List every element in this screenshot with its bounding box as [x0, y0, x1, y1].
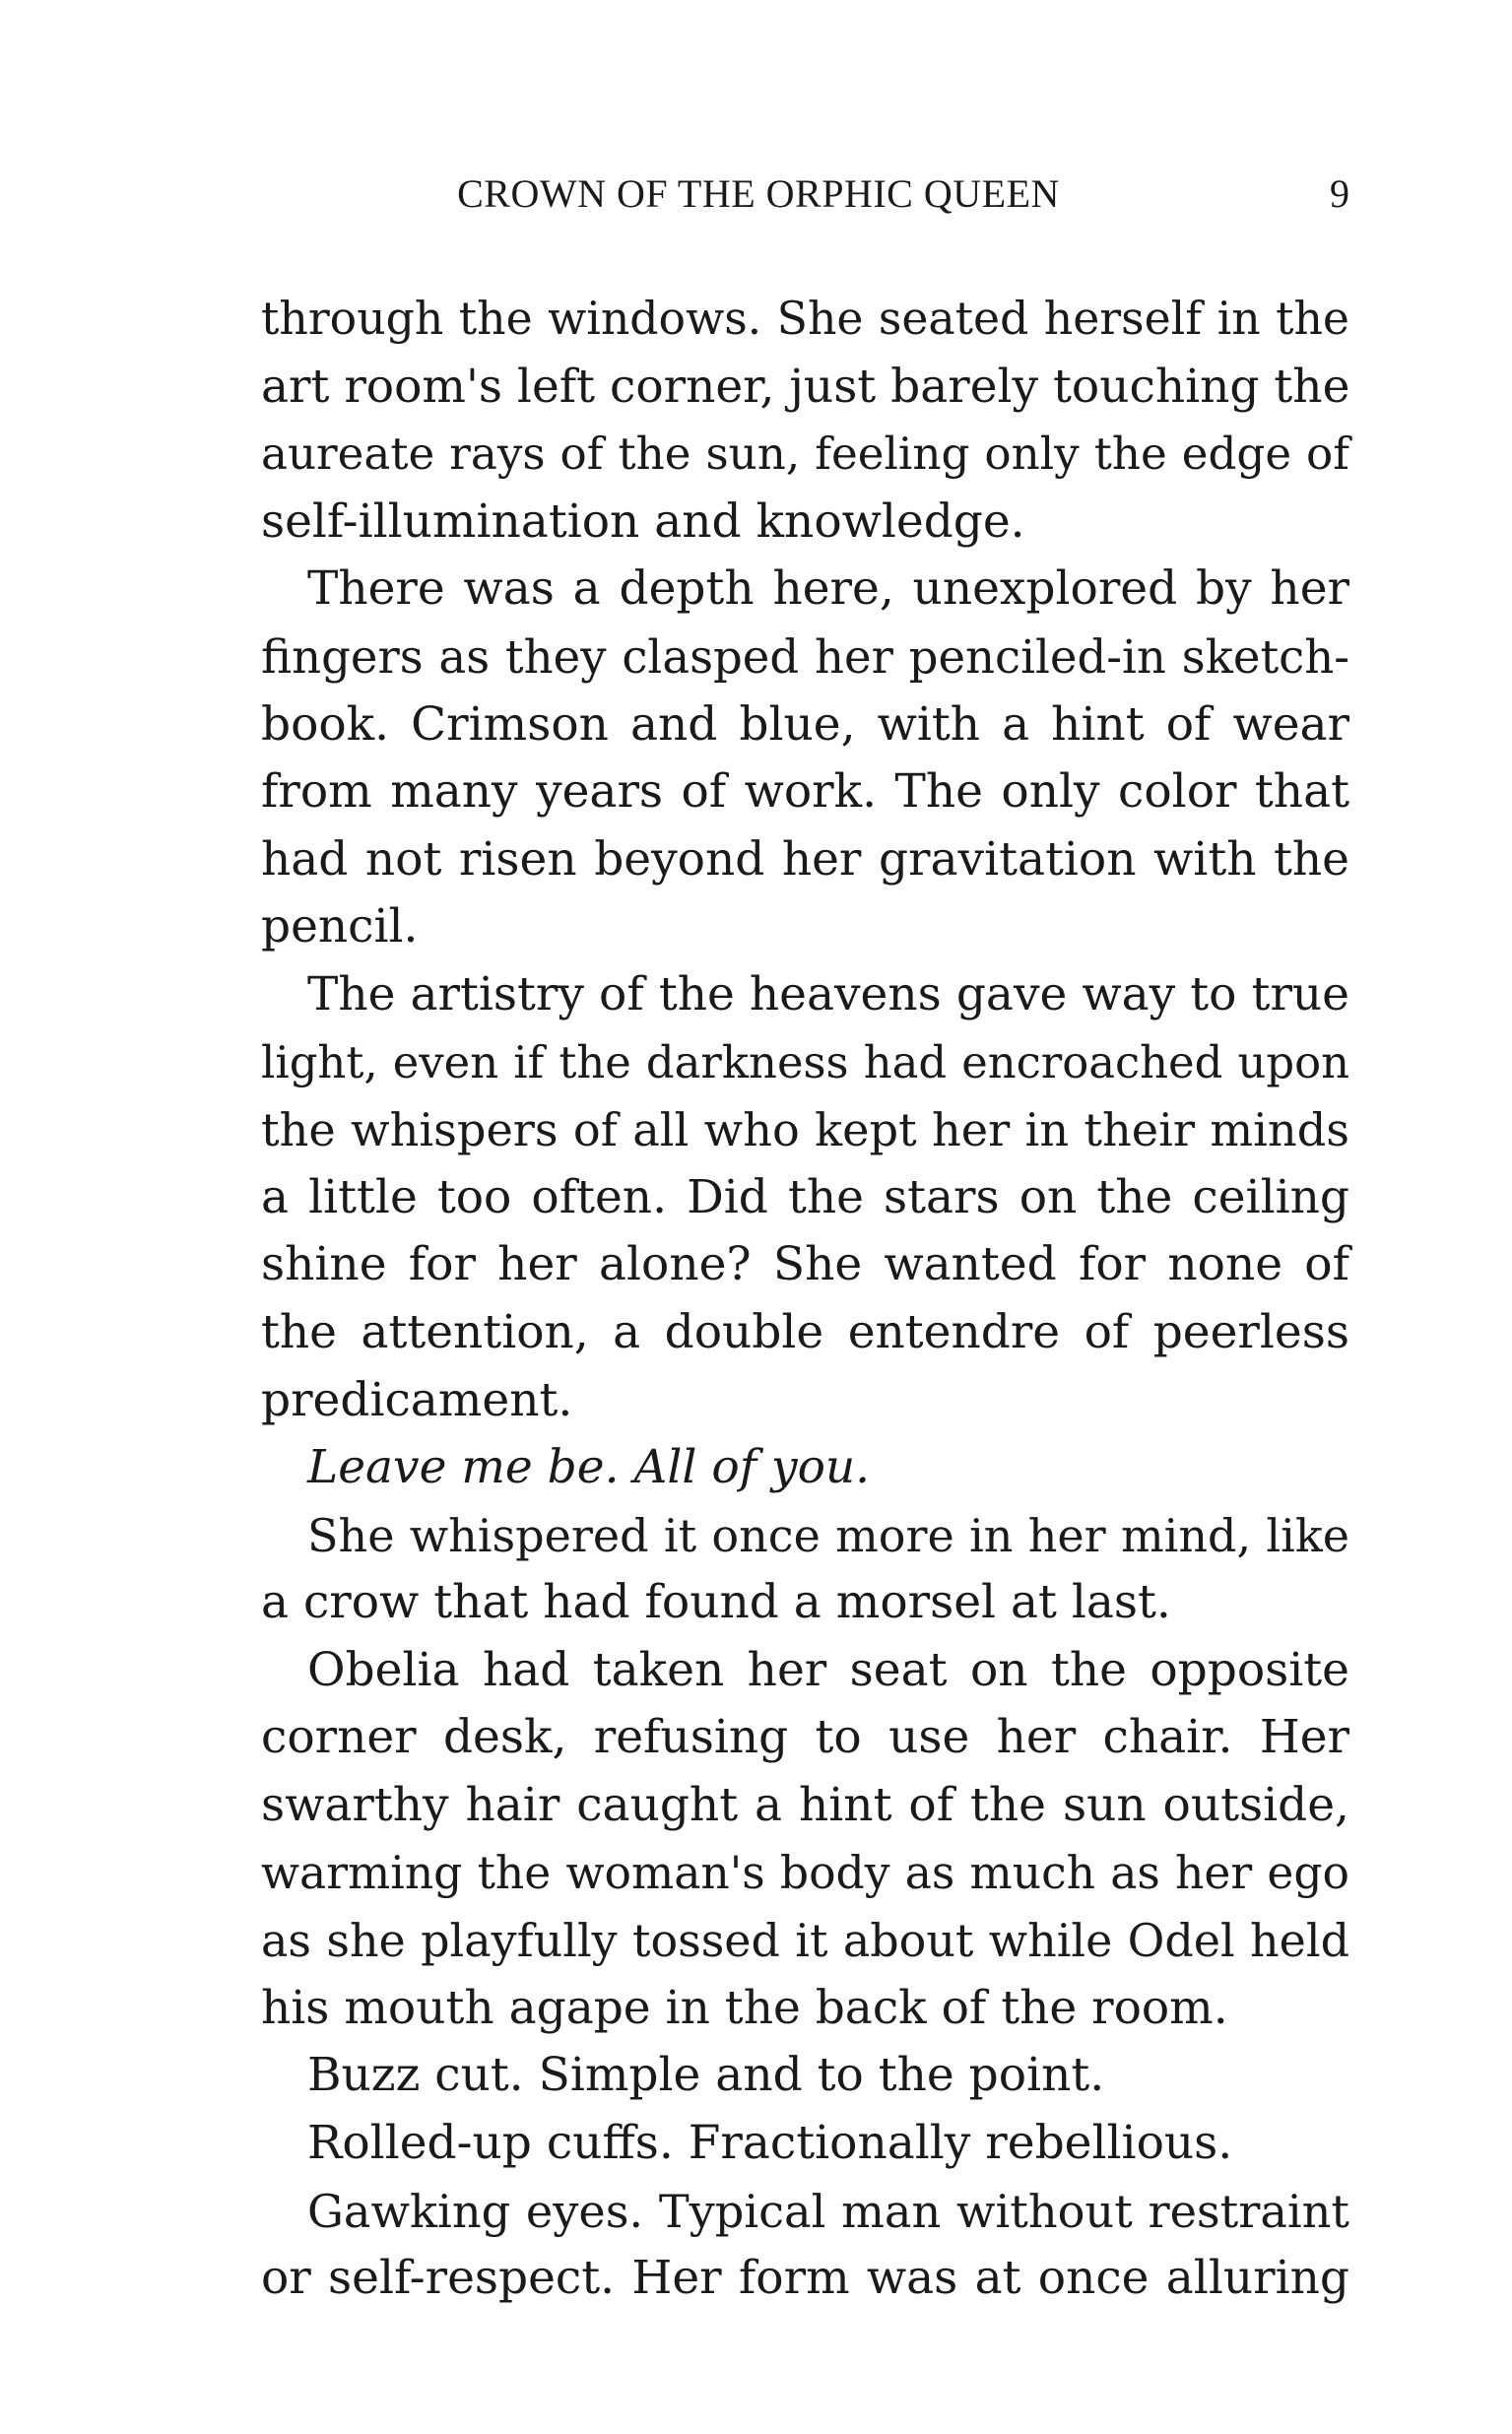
text-line: pencil.	[261, 899, 419, 954]
text-line: Gawking eyes. Typical man without restraint	[307, 2184, 1349, 2238]
text-line: his mouth agape in the back of the room.	[261, 1980, 1228, 2035]
text-line: shine for her alone? She wanted for none of	[261, 1237, 1349, 1292]
text-line: There was a depth here, unexplored by her	[307, 561, 1349, 617]
text-line: fingers as they clasped her penciled-in sketch-	[261, 629, 1349, 684]
text-line: the whispers of all who kept her in their minds	[261, 1103, 1349, 1157]
text-line: a crow that had found a morsel at last.	[261, 1575, 1171, 1630]
text-line: the attention, a double entendre of peerless	[261, 1304, 1349, 1359]
text-line: through the windows. She seated herself in the	[261, 293, 1349, 345]
text-line: predicament.	[261, 1372, 573, 1427]
text-line: Buzz cut. Simple and to the point.	[307, 2048, 1105, 2103]
text-line: Obelia had taken her seat on the opposite	[307, 1642, 1349, 1697]
text-line: as she playfully tossed it about while Odel held	[261, 1914, 1349, 1968]
text-line: corner desk, refusing to use her chair. Her	[261, 1710, 1349, 1765]
text-line: had not risen beyond her gravitation with the	[261, 831, 1349, 887]
text-line: swarthy hair caught a hint of the sun outside,	[261, 1778, 1349, 1833]
text-line: aureate rays of the sun, feeling only the edge of	[261, 428, 1349, 481]
text-line: warming the woman's body as much as her ego	[261, 1846, 1349, 1899]
text-line: Leave me be. All of you.	[307, 1440, 871, 1495]
text-line: Rolled-up cuffs. Fractionally rebellious.	[307, 2116, 1233, 2171]
text-line: light, even if the darkness had encroached upon	[261, 1035, 1349, 1088]
text-line: art room's left corner, just barely touching the	[261, 359, 1350, 414]
text-line: from many years of work. The only color that	[261, 764, 1349, 820]
text-line: The artistry of the heavens gave way to true	[307, 966, 1349, 1021]
running-header	[261, 169, 1349, 219]
text-line: She whispered it once more in her mind, like	[307, 1508, 1349, 1562]
text-line: self-illumination and knowledge.	[261, 493, 1025, 549]
body-text	[261, 286, 1349, 2313]
text-line: book. Crimson and blue, with a hint of wear	[261, 696, 1349, 752]
text-line: a little too often. Did the stars on the ceiling	[261, 1169, 1349, 1224]
page-number: 9	[1330, 171, 1349, 216]
running-title: CROWN OF THE ORPHIC QUEEN	[457, 171, 1060, 216]
text-line: or self-respect. Her form was at once alluring	[261, 2251, 1349, 2306]
